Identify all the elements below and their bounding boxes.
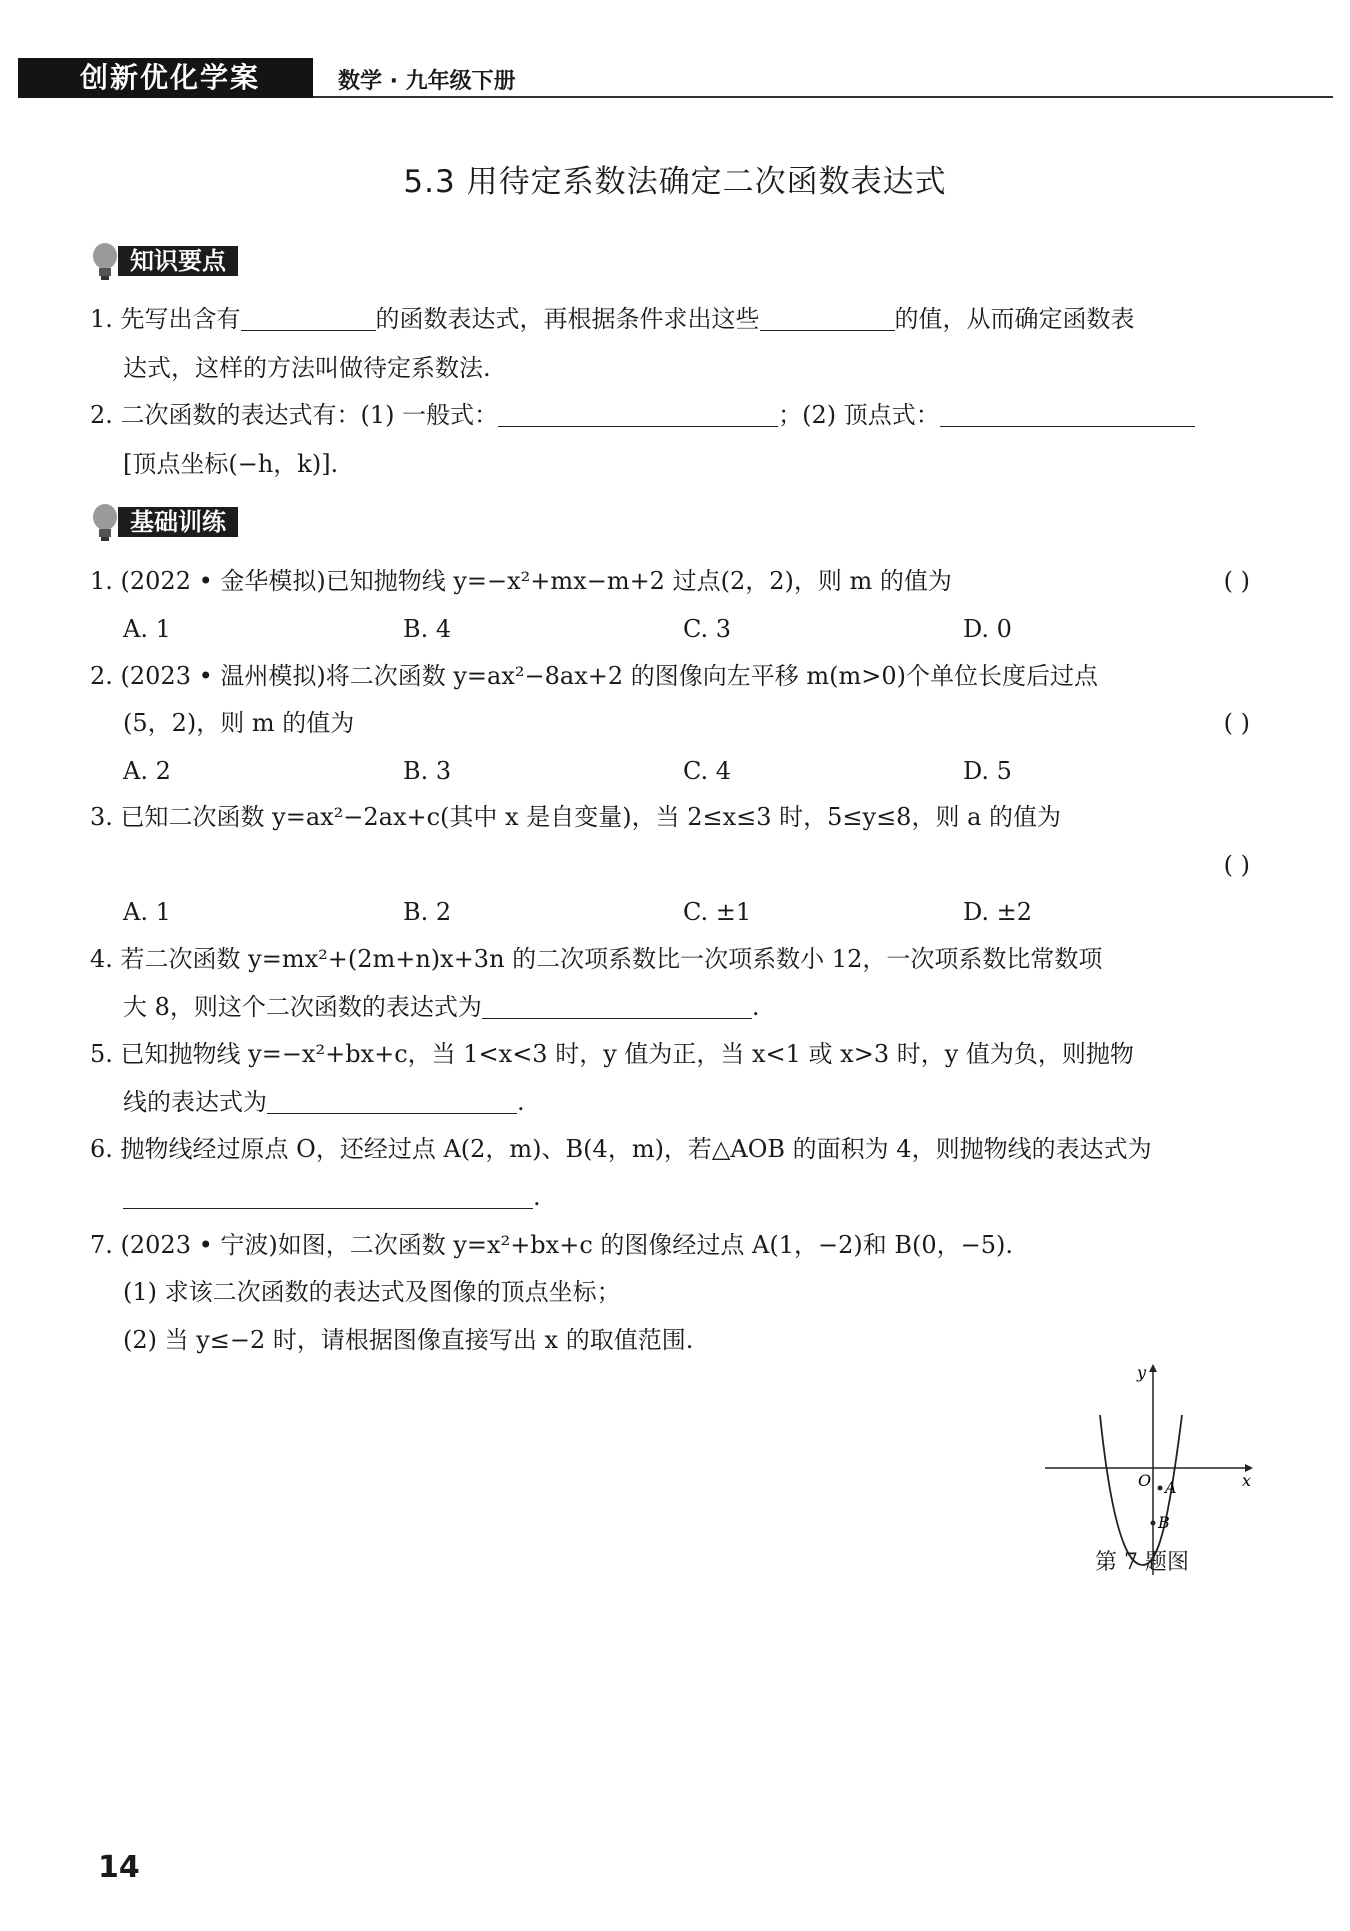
page-header	[18, 58, 1333, 100]
answer-blank[interactable]	[123, 1182, 533, 1209]
knowledge-item-1-cont: 达式，这样的方法叫做待定系数法.	[123, 354, 491, 382]
x-axis-label: x	[1242, 1471, 1252, 1490]
option-d[interactable]: D. ±2	[963, 898, 1033, 926]
problem-7: 7. (2023 • 宁波)如图，二次函数 y=x²+bx+c 的图像经过点 A(1，−2)和 B(0，−5).	[90, 1231, 1013, 1259]
point-b-marker	[1151, 1521, 1156, 1526]
answer-paren[interactable]: ( )	[1223, 709, 1250, 737]
problem-3: 3. 已知二次函数 y=ax²−2ax+c(其中 x 是自变量)，当 2≤x≤3 时，5≤y≤8，则 a 的值为	[90, 803, 1062, 831]
problem-7-part-1: (1) 求该二次函数的表达式及图像的顶点坐标；	[123, 1278, 621, 1306]
problem-5-cont: 线的表达式为 .	[123, 1088, 525, 1116]
y-axis-arrow	[1149, 1364, 1157, 1372]
option-d[interactable]: D. 0	[963, 615, 1012, 643]
figure-caption: 第 7 题图	[1095, 1550, 1189, 1575]
option-b[interactable]: B. 3	[403, 757, 452, 785]
option-c[interactable]: C. ±1	[683, 898, 752, 926]
point-a-marker	[1158, 1486, 1163, 1491]
answer-paren[interactable]: ( )	[1223, 851, 1250, 879]
section-label-basic: 基础训练	[118, 507, 238, 537]
knowledge-item-2: 2. 二次函数的表达式有：(1) 一般式： ；(2) 顶点式：	[90, 398, 1250, 432]
problem-7-part-2: (2) 当 y≤−2 时，请根据图像直接写出 x 的取值范围.	[123, 1326, 694, 1354]
problem-6-cont: .	[123, 1180, 1250, 1214]
general-form-blank[interactable]	[498, 400, 778, 427]
option-c[interactable]: C. 3	[683, 615, 732, 643]
lightbulb-icon	[90, 242, 120, 282]
page-number: 14	[98, 1850, 140, 1885]
answer-paren[interactable]: ( )	[1223, 567, 1250, 595]
answer-blank[interactable]	[482, 992, 752, 1019]
header-rule	[313, 96, 1333, 98]
option-d[interactable]: D. 5	[963, 757, 1012, 785]
point-b-label: B	[1158, 1513, 1170, 1532]
lightbulb-icon	[90, 503, 120, 543]
problem-5: 5. 已知抛物线 y=−x²+bx+c，当 1<x<3 时，y 值为正，当 x<1 或 x>3 时，y 值为负，则抛物	[90, 1040, 1134, 1068]
problem-4-cont: 大 8，则这个二次函数的表达式为 .	[123, 993, 760, 1021]
section-label-knowledge: 知识要点	[118, 246, 238, 276]
answer-blank[interactable]	[267, 1087, 517, 1114]
option-a[interactable]: A. 1	[123, 898, 171, 926]
knowledge-item-1: 1. 先写出含有 的函数表达式，再根据条件求出这些 的值，从而确定函数表	[90, 305, 1135, 333]
option-b[interactable]: B. 4	[403, 615, 452, 643]
chapter-title: 5.3 用待定系数法确定二次函数表达式	[403, 164, 947, 200]
point-a-label: A	[1165, 1478, 1177, 1497]
book-subtitle: 数学 · 九年级下册	[338, 69, 516, 94]
brand-logo: 创新优化学案	[18, 58, 313, 98]
problem-6: 6. 抛物线经过原点 O，还经过点 A(2，m)、B(4，m)，若△AOB 的面积为 4，则抛物线的表达式为	[90, 1135, 1152, 1163]
origin-label: O	[1138, 1471, 1152, 1490]
option-a[interactable]: A. 1	[123, 615, 171, 643]
vertex-form-blank[interactable]	[940, 400, 1195, 427]
problem-1: 1. (2022 • 金华模拟)已知抛物线 y=−x²+mx−m+2 过点(2，2)，则 m 的值为 ( )	[90, 564, 1250, 598]
knowledge-item-2-cont: [顶点坐标(−h，k)].	[123, 450, 339, 478]
problem-4: 4. 若二次函数 y=mx²+(2m+n)x+3n 的二次项系数比一次项系数小 12，一次项系数比常数项	[90, 945, 1103, 973]
answer-blank[interactable]	[241, 304, 376, 331]
option-c[interactable]: C. 4	[683, 757, 732, 785]
problem-2-cont: (5，2)，则 m 的值为 ( )	[123, 706, 1250, 740]
problem-2: 2. (2023 • 温州模拟)将二次函数 y=ax²−8ax+2 的图像向左平移 m(m>0)个单位长度后过点	[90, 662, 1098, 690]
y-axis-label: y	[1137, 1363, 1147, 1382]
option-a[interactable]: A. 2	[123, 757, 171, 785]
answer-blank[interactable]	[760, 304, 895, 331]
option-b[interactable]: B. 2	[403, 898, 452, 926]
